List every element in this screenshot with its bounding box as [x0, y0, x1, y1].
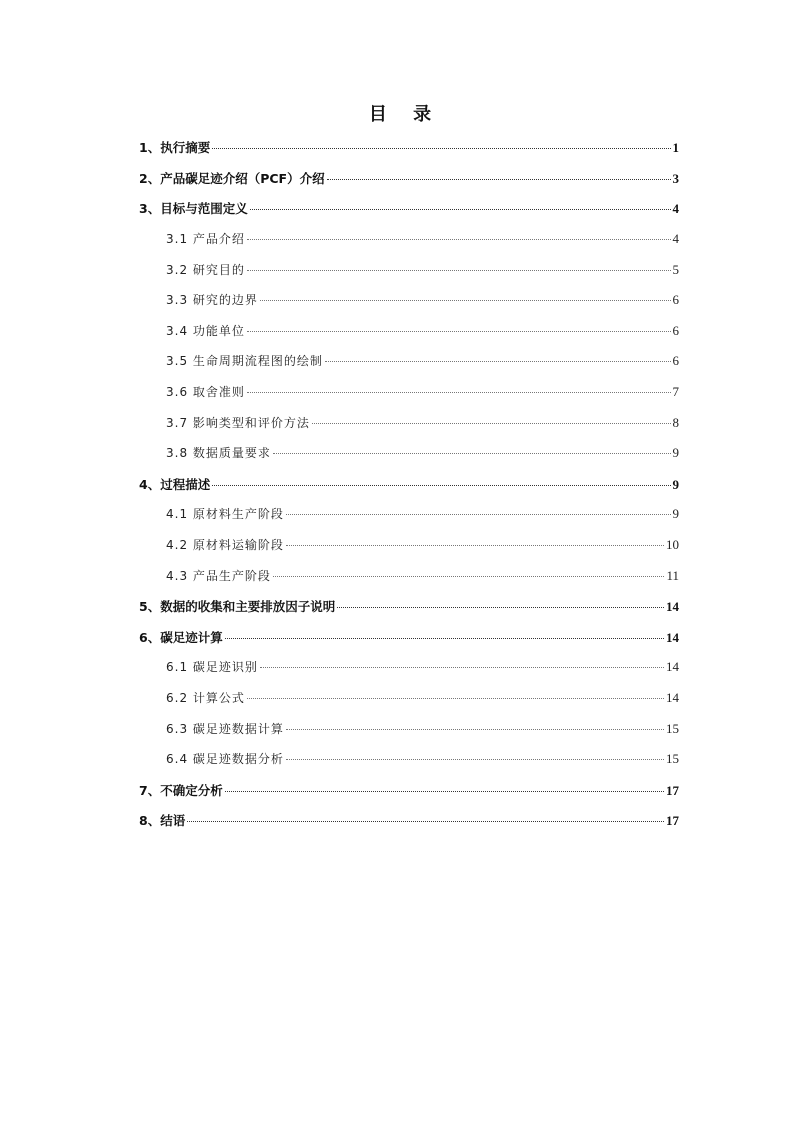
toc-entry-label: 3.4 功能单位	[166, 323, 245, 338]
toc-entry-line	[166, 291, 679, 309]
toc-entry-subsection[interactable]	[0, 254, 800, 285]
toc-dot-leader	[325, 361, 671, 362]
toc-entry-line	[166, 505, 679, 523]
toc-entry-line	[166, 536, 679, 554]
toc-page-number: 17	[666, 782, 679, 798]
toc-page-number: 4	[672, 231, 679, 247]
toc-page-number: 4	[672, 201, 679, 217]
toc-dot-leader	[225, 638, 664, 639]
toc-entry-label: 3.6 取舍准则	[166, 385, 245, 400]
toc-title: 目 录	[368, 104, 442, 125]
toc-entry-label: 6.4 碳足迹数据分析	[166, 752, 284, 767]
toc-entry-subsection[interactable]	[0, 652, 800, 683]
toc-entry-label: 6.3 碳足迹数据计算	[166, 721, 284, 736]
toc-list	[0, 132, 800, 836]
toc-entry-label: 4、过程描述	[139, 476, 211, 492]
toc-dot-leader	[250, 209, 671, 210]
toc-dot-leader	[247, 392, 671, 393]
toc-entry-line	[139, 811, 679, 829]
toc-entry-section[interactable]	[0, 591, 800, 622]
toc-entry-subsection[interactable]	[0, 499, 800, 530]
toc-entry-subsection[interactable]	[0, 560, 800, 591]
toc-dot-leader	[286, 759, 664, 760]
toc-entry-label: 6、碳足迹计算	[139, 629, 223, 645]
toc-page-number: 6	[672, 353, 679, 369]
toc-dot-leader	[260, 300, 671, 301]
toc-entry-line	[139, 597, 679, 615]
toc-entry-subsection[interactable]	[0, 407, 800, 438]
toc-dot-leader	[312, 423, 671, 424]
toc-page-number: 14	[666, 689, 679, 705]
toc-entry-label: 6.1 碳足迹识别	[166, 660, 258, 675]
toc-entry-subsection[interactable]	[0, 683, 800, 714]
toc-dot-leader	[247, 270, 671, 271]
toc-entry-line	[166, 720, 679, 738]
toc-entry-label: 5、数据的收集和主要排放因子说明	[139, 599, 336, 615]
toc-entry-section[interactable]	[0, 163, 800, 194]
toc-dot-leader	[260, 667, 664, 668]
toc-dot-leader	[247, 331, 671, 332]
toc-page-number: 11	[666, 567, 679, 583]
toc-page-number: 15	[666, 751, 679, 767]
toc-entry-line	[139, 475, 679, 493]
toc-entry-line	[139, 138, 679, 156]
toc-entry-label: 3.3 研究的边界	[166, 293, 258, 308]
toc-dot-leader	[273, 576, 665, 577]
toc-entry-label: 3.5 生命周期流程图的绘制	[166, 354, 323, 369]
toc-page-number: 14	[666, 659, 679, 675]
toc-page-number: 6	[672, 292, 679, 308]
toc-page-number: 7	[672, 384, 679, 400]
toc-entry-label: 7、不确定分析	[139, 782, 223, 798]
toc-page-number: 5	[672, 261, 679, 277]
toc-entry-label: 4.2 原材料运输阶段	[166, 538, 284, 553]
toc-entry-line	[166, 230, 679, 248]
toc-entry-subsection[interactable]	[0, 285, 800, 316]
toc-page-number: 3	[672, 170, 679, 186]
toc-entry-subsection[interactable]	[0, 438, 800, 469]
toc-page-number: 9	[672, 445, 679, 461]
toc-entry-label: 3、目标与范围定义	[139, 201, 248, 217]
toc-entry-section[interactable]	[0, 132, 800, 163]
toc-entry-line	[166, 444, 679, 462]
toc-entry-label: 3.2 研究目的	[166, 262, 245, 277]
toc-dot-leader	[225, 791, 664, 792]
toc-entry-label: 1、执行摘要	[139, 140, 211, 156]
toc-page-number: 9	[672, 476, 679, 492]
toc-page-number: 17	[666, 813, 679, 829]
toc-page-number: 8	[672, 414, 679, 430]
toc-entry-label: 4.3 产品生产阶段	[166, 568, 271, 583]
toc-dot-leader	[247, 698, 664, 699]
toc-entry-line	[166, 322, 679, 340]
toc-dot-leader	[212, 148, 670, 149]
toc-page-number: 10	[666, 537, 679, 553]
toc-entry-line	[139, 169, 679, 187]
toc-page-number: 9	[672, 506, 679, 522]
toc-entry-subsection[interactable]	[0, 377, 800, 408]
toc-entry-label: 6.2 计算公式	[166, 690, 245, 705]
toc-entry-line	[166, 658, 679, 676]
toc-dot-leader	[286, 729, 664, 730]
toc-dot-leader	[212, 485, 670, 486]
toc-entry-line	[166, 567, 679, 585]
toc-entry-subsection[interactable]	[0, 316, 800, 347]
toc-dot-leader	[327, 179, 671, 180]
toc-dot-leader	[273, 453, 671, 454]
toc-page-number: 1	[672, 140, 679, 156]
toc-entry-line	[166, 750, 679, 768]
toc-entry-line	[166, 352, 679, 370]
toc-entry-line	[139, 781, 679, 799]
toc-entry-label: 2、产品碳足迹介绍（PCF）介绍	[139, 170, 325, 186]
toc-entry-line	[139, 199, 679, 217]
toc-page-number: 14	[666, 629, 679, 645]
toc-entry-label: 4.1 原材料生产阶段	[166, 507, 284, 522]
toc-entry-label: 8、结语	[139, 813, 186, 829]
toc-dot-leader	[187, 821, 664, 822]
toc-entry-line	[166, 383, 679, 401]
toc-page-number: 14	[666, 599, 679, 615]
toc-entry-subsection[interactable]	[0, 224, 800, 255]
toc-entry-label: 3.1 产品介绍	[166, 232, 245, 247]
toc-dot-leader	[286, 545, 664, 546]
toc-entry-subsection[interactable]	[0, 744, 800, 775]
toc-entry-line	[166, 414, 679, 432]
toc-page-number: 6	[672, 322, 679, 338]
toc-page-number: 15	[666, 720, 679, 736]
toc-entry-subsection[interactable]	[0, 713, 800, 744]
toc-entry-line	[139, 628, 679, 646]
toc-dot-leader	[337, 607, 664, 608]
toc-entry-line	[166, 261, 679, 279]
toc-entry-label: 3.8 数据质量要求	[166, 446, 271, 461]
toc-dot-leader	[286, 514, 671, 515]
toc-entry-section[interactable]	[0, 774, 800, 805]
toc-entry-section[interactable]	[0, 469, 800, 500]
toc-dot-leader	[247, 239, 671, 240]
toc-entry-subsection[interactable]	[0, 530, 800, 561]
toc-entry-section[interactable]	[0, 193, 800, 224]
toc-entry-line	[166, 689, 679, 707]
toc-entry-label: 3.7 影响类型和评价方法	[166, 415, 310, 430]
toc-entry-section[interactable]	[0, 805, 800, 836]
toc-entry-subsection[interactable]	[0, 346, 800, 377]
toc-entry-section[interactable]	[0, 622, 800, 653]
